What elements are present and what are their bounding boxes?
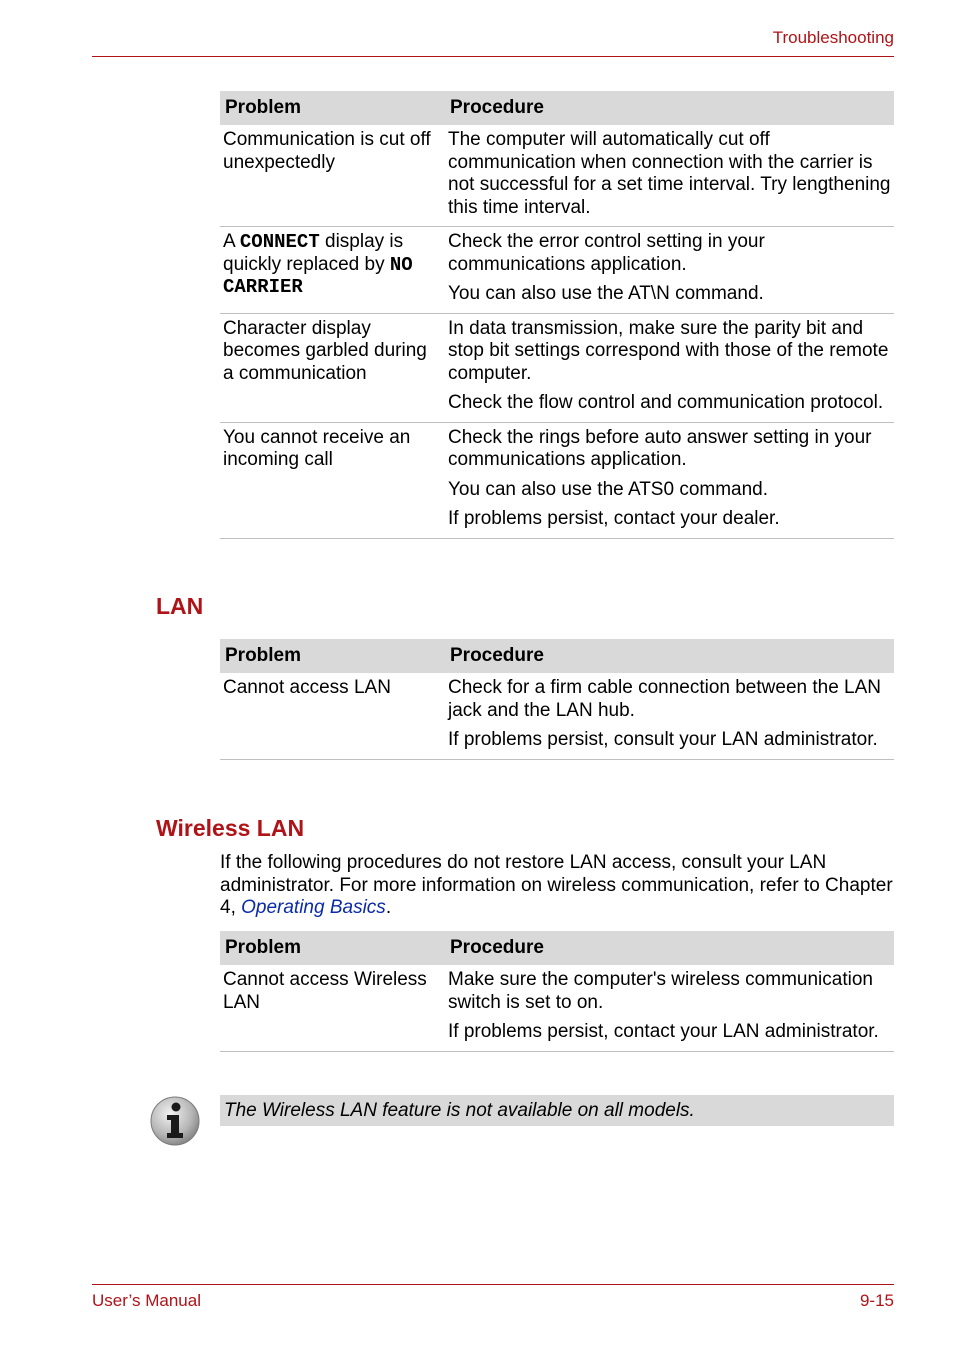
procedure-cell xyxy=(445,673,894,759)
procedure-cell xyxy=(445,422,894,538)
procedure-text: Check the flow control and communication protocol. xyxy=(448,392,884,413)
header-rule xyxy=(92,56,894,57)
footer-rule xyxy=(92,1284,894,1285)
connect-code: CONNECT xyxy=(239,231,320,253)
problem-column-header: Problem xyxy=(220,639,445,673)
procedure-text: Check the error control setting in your communications application. xyxy=(448,231,765,275)
modem-problem-table xyxy=(220,91,894,539)
problem-column-header: Problem xyxy=(220,91,445,125)
running-header: Troubleshooting xyxy=(772,28,894,47)
procedure-text: You can also use the ATS0 command. xyxy=(448,478,769,500)
problem-cell: Character display becomes garbled during a communication xyxy=(220,313,445,422)
problem-text: display is quickly replaced by xyxy=(223,231,404,275)
procedure-text: Make sure the computer's wireless communication switch is set to on. xyxy=(448,969,873,1013)
wireless-lan-heading: Wireless LAN xyxy=(156,815,305,841)
procedure-text: If problems persist, consult your LAN administrator. xyxy=(448,729,878,750)
table-header-row xyxy=(220,91,894,125)
table-row xyxy=(220,227,894,314)
procedure-cell xyxy=(445,227,894,314)
procedure-text: In data transmission, make sure the parity bit and stop bit settings correspond with those of the remote computer. xyxy=(448,317,889,384)
procedure-text: The computer will automatically cut off communication when connection with the carrier is not successful for a set time interval. Try lengthening this time interval. xyxy=(448,129,891,218)
table-header-row xyxy=(220,639,894,673)
problem-cell: Cannot access Wireless LAN xyxy=(220,965,445,1051)
table-row xyxy=(220,313,894,422)
page-number: 9-15 xyxy=(859,1291,894,1310)
table-row xyxy=(220,125,894,227)
lan-heading: LAN xyxy=(156,593,204,619)
table-header-row xyxy=(220,931,894,965)
problem-cell: You cannot receive an incoming call xyxy=(220,422,445,538)
table-row xyxy=(220,673,894,759)
procedure-column-header: Procedure xyxy=(445,639,894,673)
wireless-lan-intro xyxy=(220,852,894,920)
procedure-column-header: Procedure xyxy=(445,931,894,965)
procedure-cell xyxy=(445,313,894,422)
procedure-cell xyxy=(445,965,894,1051)
intro-text: . xyxy=(385,897,392,918)
procedure-text: If problems persist, contact your LAN administrator. xyxy=(448,1021,879,1042)
footer-manual-title: User’s Manual xyxy=(92,1291,201,1310)
problem-cell: Cannot access LAN xyxy=(220,673,445,759)
wireless-lan-problem-table xyxy=(220,931,894,1052)
problem-column-header: Problem xyxy=(220,931,445,965)
procedure-text: If problems persist, contact your dealer. xyxy=(448,508,780,529)
info-icon xyxy=(150,1096,200,1146)
lan-problem-table xyxy=(220,639,894,760)
intro-text: If the following procedures do not restore LAN access, consult your LAN administrator. For more information on wireless communication, refer to Chapter 4, xyxy=(220,852,893,918)
no-carrier-code: NO CARRIER xyxy=(223,253,413,298)
problem-text: A xyxy=(223,231,240,252)
note-box: The Wireless LAN feature is not available on all models. xyxy=(220,1095,894,1126)
table-row xyxy=(220,422,894,538)
procedure-text: You can also use the AT\N command. xyxy=(448,283,764,304)
procedure-text: Check for a firm cable connection between the LAN jack and the LAN hub. xyxy=(448,677,882,721)
problem-cell: Communication is cut off unexpectedly xyxy=(220,125,445,227)
procedure-column-header: Procedure xyxy=(445,91,894,125)
procedure-cell xyxy=(445,125,894,227)
table-row xyxy=(220,965,894,1051)
procedure-text: Check the rings before auto answer setting in your communications application. xyxy=(448,426,872,470)
operating-basics-link[interactable]: Operating Basics xyxy=(241,897,386,918)
problem-cell xyxy=(220,227,445,314)
